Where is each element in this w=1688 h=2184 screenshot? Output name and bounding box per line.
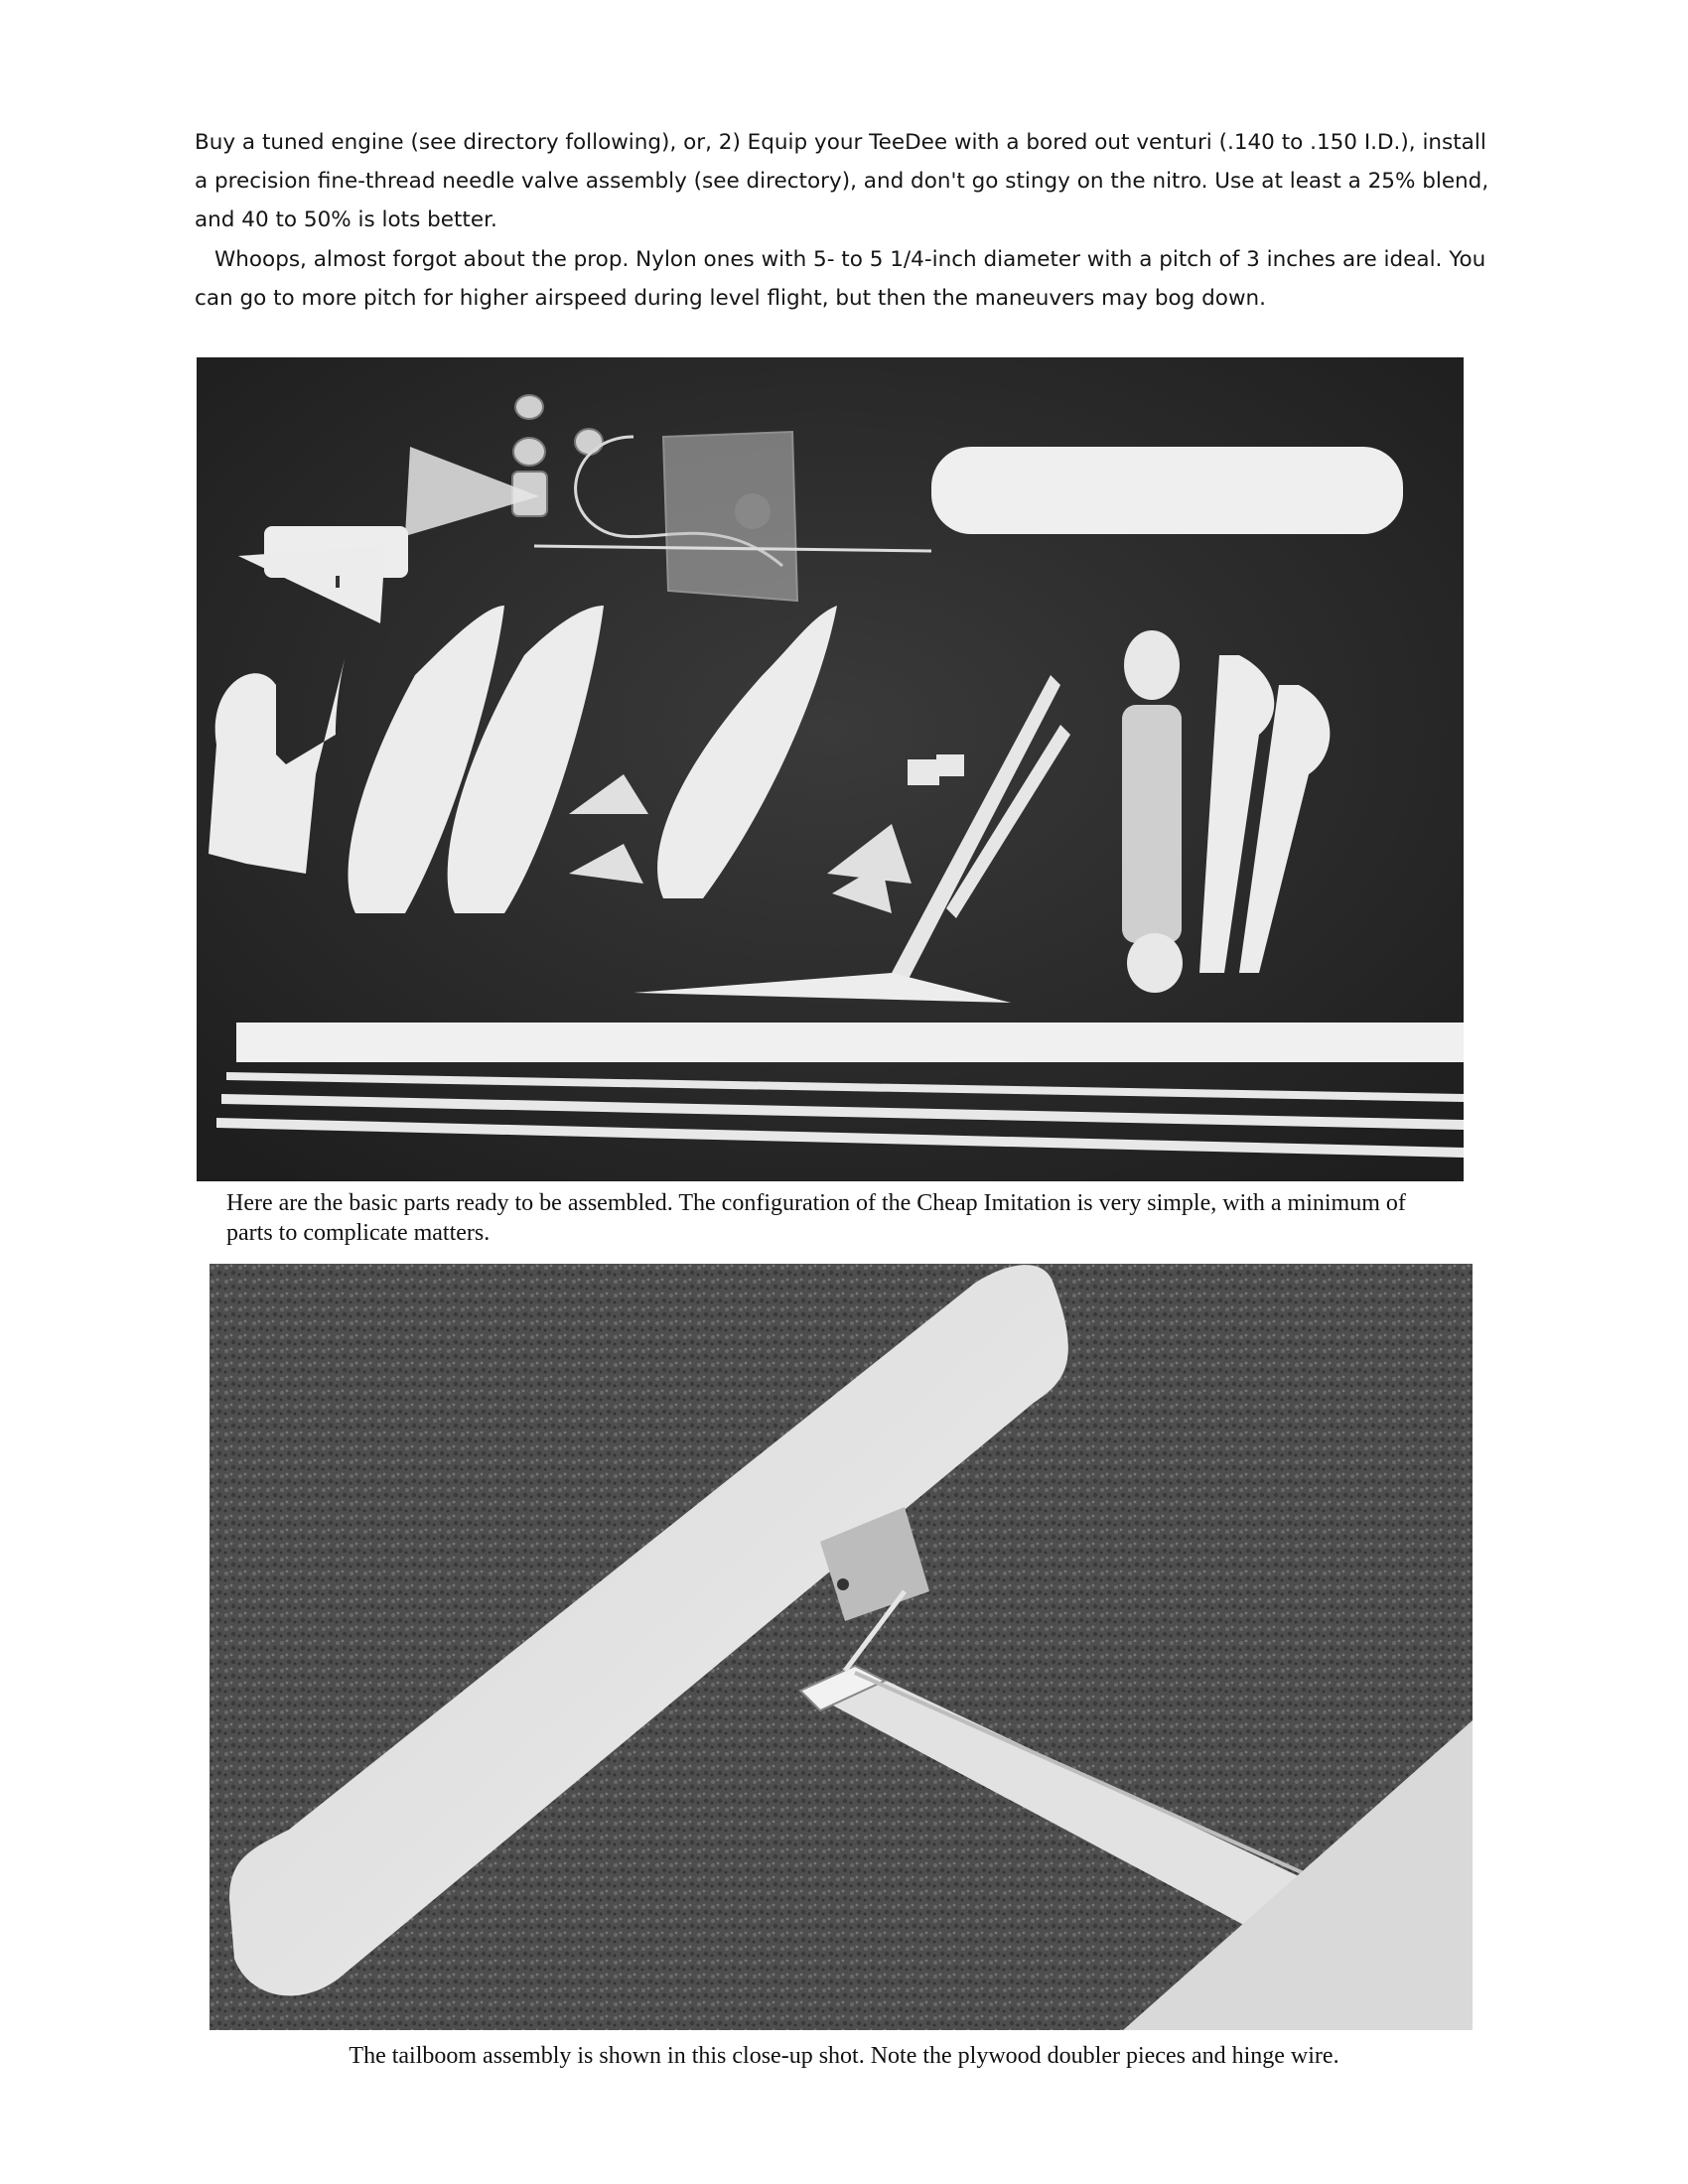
figure-2-caption: The tailboom assembly is shown in this close-up shot. Note the plywood doubler pieces and hinge wire. bbox=[349, 2043, 1339, 2069]
paragraph-prop-tips: Whoops, almost forgot about the prop. Nylon ones with 5- to 5 1/4-inch diameter with a pitch of 3 inches are ideal. You can go to more pitch for higher airspeed during level flight, but then the maneuvers may bog down. bbox=[195, 247, 1486, 311]
parts-photo bbox=[197, 357, 1464, 1181]
figure-1-caption: Here are the basic parts ready to be assembled. The configuration of the Cheap Imitation is very simple, with a minimum of parts to complicate matters. bbox=[226, 1190, 1406, 1246]
paragraph-engine-tips: Buy a tuned engine (see directory following), or, 2) Equip your TeeDee with a bored out venturi (.140 to .150 I.D.), install a precision fine-thread needle valve assembly (see directory), and don't go stingy on the nitro. Use at least a 25% blend, and 40 to 50% is lots better. bbox=[195, 130, 1489, 232]
tailboom-photo bbox=[210, 1264, 1473, 2030]
